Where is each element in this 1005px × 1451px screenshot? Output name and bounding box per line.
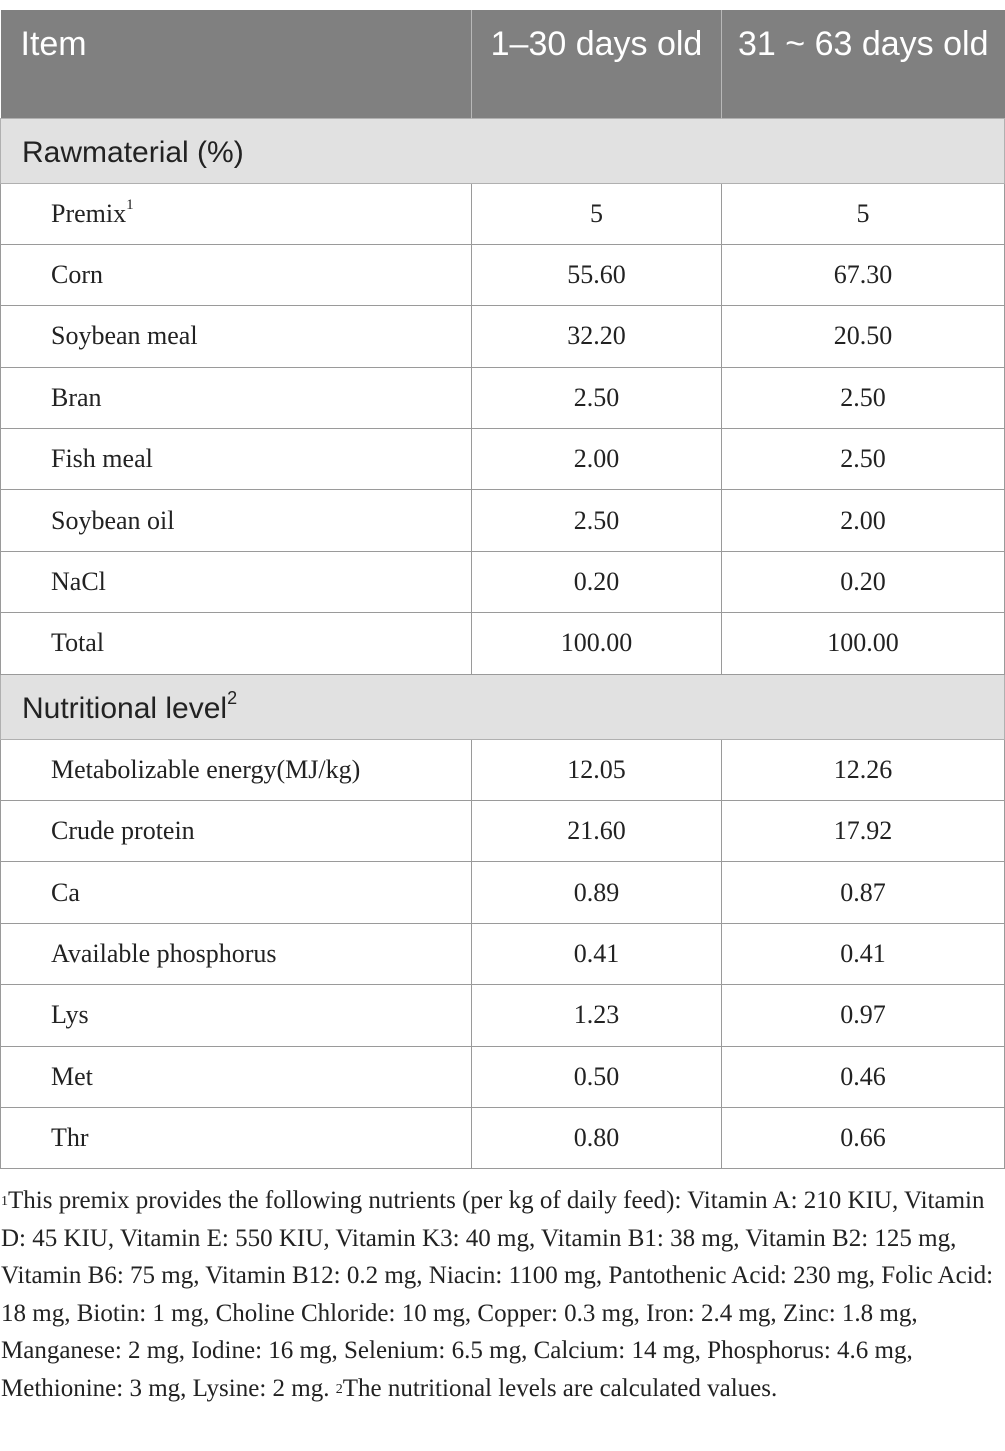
footnote-marker: 2 — [227, 687, 238, 708]
row-value-days-1-30: 2.00 — [472, 429, 722, 490]
table-row — [1, 1107, 1005, 1168]
table-row — [1, 490, 1005, 551]
row-item: Soybean oil — [1, 490, 472, 551]
row-item: Ca — [1, 862, 472, 923]
row-value-days-1-30: 0.80 — [472, 1107, 722, 1168]
row-value-days-1-30: 1.23 — [472, 985, 722, 1046]
table-row — [1, 367, 1005, 428]
table-header — [1, 10, 1005, 118]
row-item: NaCl — [1, 551, 472, 612]
header-days-31-63: 31 ~ 63 days old — [722, 10, 1005, 118]
row-item: Fish meal — [1, 429, 472, 490]
row-value-days-1-30: 2.50 — [472, 490, 722, 551]
table-body — [1, 118, 1005, 1169]
row-item: Available phosphorus — [1, 923, 472, 984]
row-value-days-1-30: 0.20 — [472, 551, 722, 612]
table-footnote — [1, 1182, 1001, 1408]
row-value-days-31-63: 0.87 — [722, 862, 1005, 923]
row-value-days-1-30: 0.50 — [472, 1046, 722, 1107]
table-row — [1, 306, 1005, 367]
row-item: Metabolizable energy(MJ/kg) — [1, 739, 472, 800]
row-value-days-31-63: 0.46 — [722, 1046, 1005, 1107]
row-value-days-31-63: 17.92 — [722, 801, 1005, 862]
footnote-marker: 2 — [335, 1381, 343, 1397]
row-item: Met — [1, 1046, 472, 1107]
header-item: Item — [1, 10, 472, 118]
row-value-days-1-30: 0.89 — [472, 862, 722, 923]
table-row — [1, 429, 1005, 490]
row-item: Corn — [1, 244, 472, 305]
row-item-label: Premix — [51, 198, 127, 228]
section-title-label: Nutritional level — [22, 691, 228, 725]
table-row — [1, 244, 1005, 305]
section-header-nutritional-level — [1, 674, 1005, 739]
header-row — [1, 10, 1005, 118]
header-days-1-30: 1–30 days old — [472, 10, 722, 118]
row-value-days-1-30: 55.60 — [472, 244, 722, 305]
row-value-days-31-63: 0.97 — [722, 985, 1005, 1046]
table-row — [1, 739, 1005, 800]
row-value-days-31-63: 100.00 — [722, 613, 1005, 674]
row-value-days-31-63: 0.66 — [722, 1107, 1005, 1168]
row-value-days-31-63: 20.50 — [722, 306, 1005, 367]
row-item: Bran — [1, 367, 472, 428]
row-value-days-1-30: 12.05 — [472, 739, 722, 800]
row-value-days-31-63: 2.50 — [722, 367, 1005, 428]
row-value-days-31-63: 5 — [722, 183, 1005, 244]
row-value-days-31-63: 2.50 — [722, 429, 1005, 490]
section-title-raw-material: Rawmaterial (%) — [1, 118, 1005, 183]
row-item — [1, 183, 472, 244]
footnote-premix-text: This premix provides the following nutrients (per kg of daily feed): Vitamin A: 210 KIU, Vitamin D: 45 KIU, Vitamin E: 550 KIU, Vitamin K3: 40 mg, Vitamin B1: 38 mg, Vitamin B2: 125 mg, Vitamin B6: 75 mg, Vitamin B12: 0.2 mg, Niacin: 1100 mg, Pantothenic Acid: 230 mg, Folic Acid: 18 mg, Biotin: 1 mg, Choline Chloride: 10 mg, Copper: 0.3 mg, Iron: 2.4 mg, Zinc: 1.8 mg, Manganese: 2 mg, Iodine: 16 mg, Selenium: 6.5 mg, Calcium: 14 mg, Phosphorus: 4.6 mg, Methionine: 3 mg, Lysine: 2 mg. — [1, 1187, 994, 1402]
row-item: Lys — [1, 985, 472, 1046]
table-row — [1, 1046, 1005, 1107]
row-value-days-31-63: 0.41 — [722, 923, 1005, 984]
row-value-days-31-63: 0.20 — [722, 551, 1005, 612]
footnote-marker: 1 — [126, 196, 134, 213]
table-row — [1, 183, 1005, 244]
row-item: Crude protein — [1, 801, 472, 862]
table-row — [1, 801, 1005, 862]
table-row — [1, 862, 1005, 923]
row-value-days-31-63: 12.26 — [722, 739, 1005, 800]
footnote-nutrition-text: The nutritional levels are calculated values. — [342, 1374, 778, 1402]
section-title-nutritional-level — [1, 674, 1005, 739]
table-row-total — [1, 613, 1005, 674]
row-item: Soybean meal — [1, 306, 472, 367]
row-value-days-1-30: 21.60 — [472, 801, 722, 862]
table-row — [1, 551, 1005, 612]
row-value-days-1-30: 32.20 — [472, 306, 722, 367]
footnote-marker: 1 — [1, 1194, 8, 1209]
table-row — [1, 923, 1005, 984]
row-value-days-1-30: 100.00 — [472, 613, 722, 674]
diet-composition-table — [0, 10, 1005, 1169]
row-value-days-31-63: 67.30 — [722, 244, 1005, 305]
row-value-days-1-30: 0.41 — [472, 923, 722, 984]
row-value-days-31-63: 2.00 — [722, 490, 1005, 551]
row-value-days-1-30: 2.50 — [472, 367, 722, 428]
row-value-days-1-30: 5 — [472, 183, 722, 244]
row-item: Total — [1, 613, 472, 674]
row-item: Thr — [1, 1107, 472, 1168]
section-header-raw-material — [1, 118, 1005, 183]
table-row — [1, 985, 1005, 1046]
